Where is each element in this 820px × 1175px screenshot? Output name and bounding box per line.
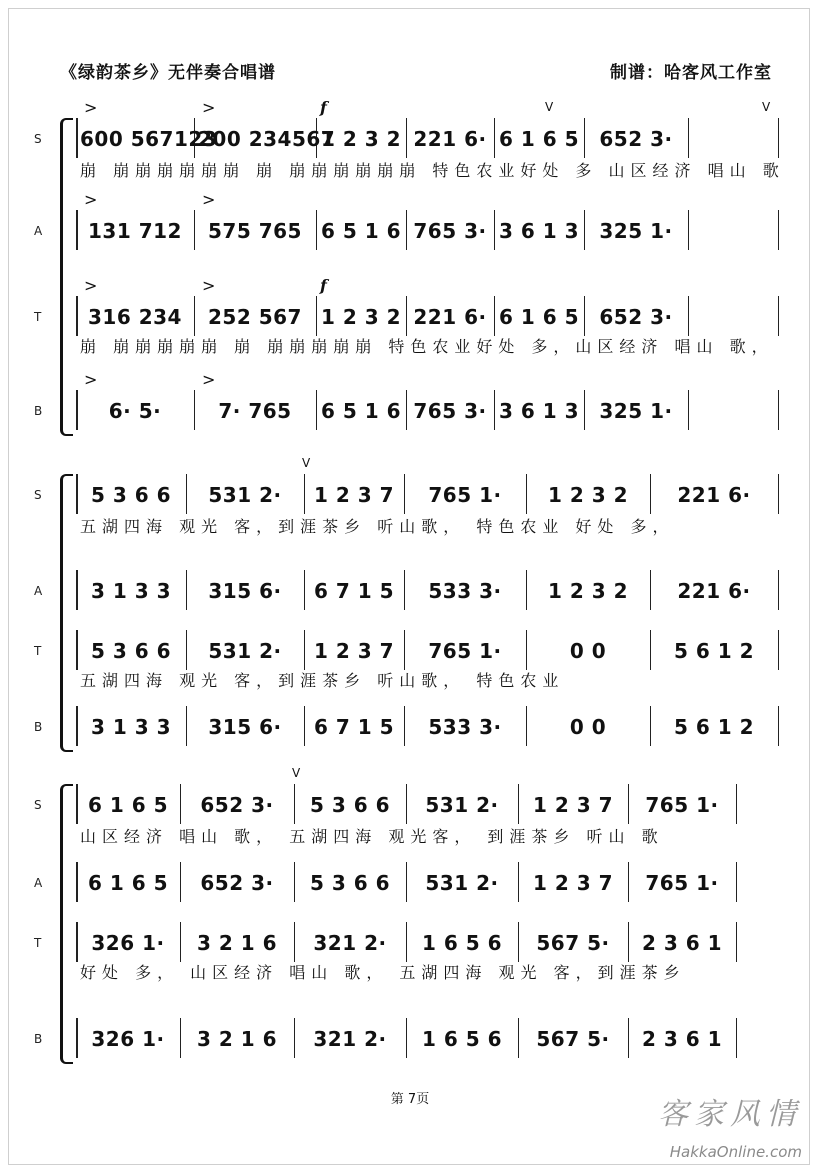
bar-line	[628, 1018, 629, 1058]
voice-label-a: A	[34, 584, 43, 598]
bar-line	[304, 630, 305, 670]
measure-notes: 325 1·	[599, 399, 673, 423]
measure-notes: 652 3·	[599, 305, 673, 329]
lyrics-line-t: 五湖四海 观光 客，到涯茶乡 听山歌， 特色农业	[80, 671, 565, 690]
bar-line	[406, 390, 407, 430]
measure-notes: 533 3·	[428, 715, 502, 739]
measure-notes: 567 5·	[536, 931, 610, 955]
voice-label-t: T	[34, 936, 42, 950]
measure-notes: 6 7 1 5	[313, 579, 395, 603]
measure-notes: 765 1·	[645, 793, 719, 817]
measure-notes: 6· 5·	[108, 399, 162, 423]
bar-line	[186, 570, 187, 610]
bar-line	[76, 390, 78, 430]
score-system-1	[34, 98, 785, 434]
voice-staff-s	[76, 788, 736, 822]
bar-line	[688, 118, 689, 158]
measure-notes: 5 6 1 2	[673, 639, 755, 663]
lyrics-line-t: 好处 多， 山区经济 唱山 歌， 五湖四海 观光 客，到涯茶乡	[80, 963, 686, 982]
measure-notes: 1 6 5 6	[421, 931, 503, 955]
bar-line	[186, 630, 187, 670]
measure-notes: 221 6·	[413, 305, 487, 329]
measure-notes: 1 2 3 2	[320, 305, 402, 329]
bar-line	[194, 210, 195, 250]
forte-mark: f	[320, 276, 327, 295]
bar-line	[404, 570, 405, 610]
measure-notes: 1 2 3 7	[313, 483, 395, 507]
bar-line	[518, 922, 519, 962]
measure-notes: 3 2 1 6	[196, 1027, 278, 1051]
system-bracket	[60, 118, 73, 436]
measure-notes: 0 0	[569, 715, 607, 739]
bar-line	[778, 474, 779, 514]
bar-line	[304, 570, 305, 610]
measure-notes: 6 1 6 5	[498, 305, 580, 329]
bar-line	[180, 922, 181, 962]
measure-notes: 765 3·	[413, 219, 487, 243]
voice-label-t: T	[34, 310, 42, 324]
watermark-logo: 客家风情	[658, 1097, 802, 1132]
bar-line	[294, 862, 295, 902]
accent-mark: >	[84, 370, 98, 389]
breath-mark: V	[762, 100, 771, 114]
bar-line	[650, 630, 651, 670]
voice-staff-a	[76, 866, 736, 900]
bar-line	[650, 706, 651, 746]
bar-line	[494, 118, 495, 158]
voice-label-b: B	[34, 1032, 43, 1046]
bar-line	[526, 706, 527, 746]
measure-notes: 652 3·	[599, 127, 673, 151]
measure-notes: 1 2 3 7	[313, 639, 395, 663]
measure-notes: 326 1·	[91, 1027, 165, 1051]
measure-notes: 5 3 6 6	[309, 871, 391, 895]
accent-mark: >	[84, 276, 98, 295]
bar-line	[688, 390, 689, 430]
measure-notes: 3 2 1 6	[196, 931, 278, 955]
voice-staff-t	[76, 300, 778, 334]
bar-line	[76, 862, 78, 902]
measure-notes: 1 2 3 2	[320, 127, 402, 151]
lyrics-line-s: 崩 崩崩崩崩崩崩 崩 崩崩崩崩崩崩 特色农业好处 多 山区经济 唱山 歌	[80, 161, 785, 180]
lyrics-line-s: 山区经济 唱山 歌， 五湖四海 观光客， 到涯茶乡 听山 歌	[80, 827, 664, 846]
measure-notes: 6 7 1 5	[313, 715, 395, 739]
measure-notes: 652 3·	[200, 793, 274, 817]
measure-notes: 765 3·	[413, 399, 487, 423]
measure-notes: 2 3 6 1	[641, 1027, 723, 1051]
bar-line	[76, 118, 78, 158]
measure-notes: 3 1 3 3	[90, 715, 172, 739]
bar-line	[404, 474, 405, 514]
measure-notes: 200 234567	[198, 127, 336, 151]
measure-notes: 6 1 6 5	[87, 793, 169, 817]
measure-notes: 3 1 3 3	[90, 579, 172, 603]
measure-notes: 5 3 6 6	[309, 793, 391, 817]
bar-line	[526, 630, 527, 670]
bar-line	[628, 922, 629, 962]
bar-line	[406, 922, 407, 962]
bar-line	[304, 706, 305, 746]
bar-line	[778, 118, 779, 158]
measure-notes: 6 5 1 6	[320, 219, 402, 243]
measure-notes: 600 567123	[80, 127, 218, 151]
bar-line	[628, 862, 629, 902]
measure-notes: 1 2 3 7	[532, 793, 614, 817]
bar-line	[76, 296, 78, 336]
measure-notes: 1 2 3 2	[547, 579, 629, 603]
measure-notes: 531 2·	[425, 793, 499, 817]
measure-notes: 567 5·	[536, 1027, 610, 1051]
measure-notes: 221 6·	[413, 127, 487, 151]
bar-line	[404, 706, 405, 746]
score-system-3	[34, 766, 780, 1062]
measure-notes: 531 2·	[425, 871, 499, 895]
measure-notes: 6 1 6 5	[498, 127, 580, 151]
bar-line	[736, 862, 737, 902]
measure-notes: 2 3 6 1	[641, 931, 723, 955]
bar-line	[778, 210, 779, 250]
bar-line	[76, 630, 78, 670]
bar-line	[76, 474, 78, 514]
accent-mark: >	[202, 276, 216, 295]
measure-notes: 765 1·	[428, 639, 502, 663]
bar-line	[518, 862, 519, 902]
bar-line	[518, 784, 519, 824]
voice-staff-a	[76, 574, 778, 608]
bar-line	[778, 706, 779, 746]
bar-line	[316, 296, 317, 336]
accent-mark: >	[202, 98, 216, 117]
voice-label-s: S	[34, 132, 42, 146]
voice-label-t: T	[34, 644, 42, 658]
measure-notes: 326 1·	[91, 931, 165, 955]
measure-notes: 3 6 1 3	[498, 219, 580, 243]
bar-line	[76, 1018, 78, 1058]
measure-notes: 0 0	[569, 639, 607, 663]
bar-line	[76, 210, 78, 250]
measure-notes: 7· 765	[218, 399, 292, 423]
bar-line	[294, 922, 295, 962]
bar-line	[688, 296, 689, 336]
voice-staff-b	[76, 1022, 736, 1056]
bar-line	[778, 570, 779, 610]
measure-notes: 1 2 3 2	[547, 483, 629, 507]
voice-staff-s	[76, 122, 778, 156]
bar-line	[294, 1018, 295, 1058]
measure-notes: 321 2·	[313, 1027, 387, 1051]
bar-line	[584, 390, 585, 430]
measure-notes: 315 6·	[208, 715, 282, 739]
bar-line	[186, 706, 187, 746]
measure-notes: 6 5 1 6	[320, 399, 402, 423]
measure-notes: 252 567	[208, 305, 302, 329]
measure-notes: 325 1·	[599, 219, 673, 243]
watermark-url: HakkaOnline.com	[669, 1143, 802, 1161]
measure-notes: 1 6 5 6	[421, 1027, 503, 1051]
system-bracket	[60, 474, 73, 752]
bar-line	[494, 390, 495, 430]
bar-line	[316, 210, 317, 250]
measure-notes: 575 765	[208, 219, 302, 243]
bar-line	[778, 390, 779, 430]
voice-staff-b	[76, 394, 778, 428]
measure-notes: 5 3 6 6	[90, 639, 172, 663]
measure-notes: 531 2·	[208, 483, 282, 507]
bar-line	[736, 1018, 737, 1058]
measure-notes: 315 6·	[208, 579, 282, 603]
bar-line	[494, 296, 495, 336]
bar-line	[76, 570, 78, 610]
bar-line	[406, 862, 407, 902]
voice-label-s: S	[34, 488, 42, 502]
bar-line	[180, 784, 181, 824]
voice-staff-b	[76, 710, 778, 744]
measure-notes: 1 2 3 7	[532, 871, 614, 895]
bar-line	[628, 784, 629, 824]
voice-label-a: A	[34, 876, 43, 890]
breath-mark: V	[545, 100, 554, 114]
bar-line	[194, 390, 195, 430]
lyrics-line-s: 五湖四海 观光 客，到涯茶乡 听山歌， 特色农业 好处 多，	[80, 517, 675, 536]
bar-line	[688, 210, 689, 250]
measure-notes: 6 1 6 5	[87, 871, 169, 895]
breath-mark: V	[292, 766, 301, 780]
bar-line	[584, 118, 585, 158]
bar-line	[736, 922, 737, 962]
score-system-2	[34, 456, 780, 750]
voice-staff-t	[76, 634, 778, 668]
bar-line	[526, 570, 527, 610]
bar-line	[650, 474, 651, 514]
bar-line	[406, 296, 407, 336]
bar-line	[778, 296, 779, 336]
bar-line	[76, 784, 78, 824]
measure-notes: 221 6·	[677, 483, 751, 507]
bar-line	[76, 706, 78, 746]
score-title: 《绿韵茶乡》无伴奏合唱谱	[60, 63, 276, 83]
voice-label-b: B	[34, 720, 43, 734]
lyrics-line-t: 崩 崩崩崩崩崩 崩 崩崩崩崩崩 特色农业好处 多，山区经济 唱山 歌，	[80, 337, 774, 356]
page-number: 第 7页	[390, 1092, 430, 1107]
bar-line	[494, 210, 495, 250]
breath-mark: V	[302, 456, 311, 470]
bar-line	[778, 630, 779, 670]
bar-line	[294, 784, 295, 824]
voice-label-s: S	[34, 798, 42, 812]
forte-mark: f	[320, 98, 327, 117]
bar-line	[406, 118, 407, 158]
voice-label-b: B	[34, 404, 43, 418]
voice-label-a: A	[34, 224, 43, 238]
bar-line	[406, 1018, 407, 1058]
score-credit: 制谱：哈客风工作室	[610, 63, 772, 83]
bar-line	[194, 296, 195, 336]
measure-notes: 3 6 1 3	[498, 399, 580, 423]
voice-staff-s	[76, 478, 778, 512]
bar-line	[180, 1018, 181, 1058]
bar-line	[526, 474, 527, 514]
bar-line	[584, 210, 585, 250]
measure-notes: 316 234	[88, 305, 182, 329]
bar-line	[406, 784, 407, 824]
bar-line	[404, 630, 405, 670]
voice-staff-a	[76, 214, 778, 248]
bar-line	[518, 1018, 519, 1058]
bar-line	[736, 784, 737, 824]
bar-line	[316, 390, 317, 430]
accent-mark: >	[84, 190, 98, 209]
accent-mark: >	[202, 370, 216, 389]
voice-staff-t	[76, 926, 736, 960]
measure-notes: 321 2·	[313, 931, 387, 955]
accent-mark: >	[84, 98, 98, 117]
measure-notes: 652 3·	[200, 871, 274, 895]
bar-line	[650, 570, 651, 610]
measure-notes: 5 6 1 2	[673, 715, 755, 739]
measure-notes: 765 1·	[428, 483, 502, 507]
measure-notes: 531 2·	[208, 639, 282, 663]
bar-line	[76, 922, 78, 962]
bar-line	[180, 862, 181, 902]
measure-notes: 533 3·	[428, 579, 502, 603]
measure-notes: 131 712	[88, 219, 182, 243]
system-bracket	[60, 784, 73, 1064]
measure-notes: 765 1·	[645, 871, 719, 895]
bar-line	[584, 296, 585, 336]
bar-line	[186, 474, 187, 514]
accent-mark: >	[202, 190, 216, 209]
bar-line	[304, 474, 305, 514]
measure-notes: 5 3 6 6	[90, 483, 172, 507]
bar-line	[406, 210, 407, 250]
measure-notes: 221 6·	[677, 579, 751, 603]
